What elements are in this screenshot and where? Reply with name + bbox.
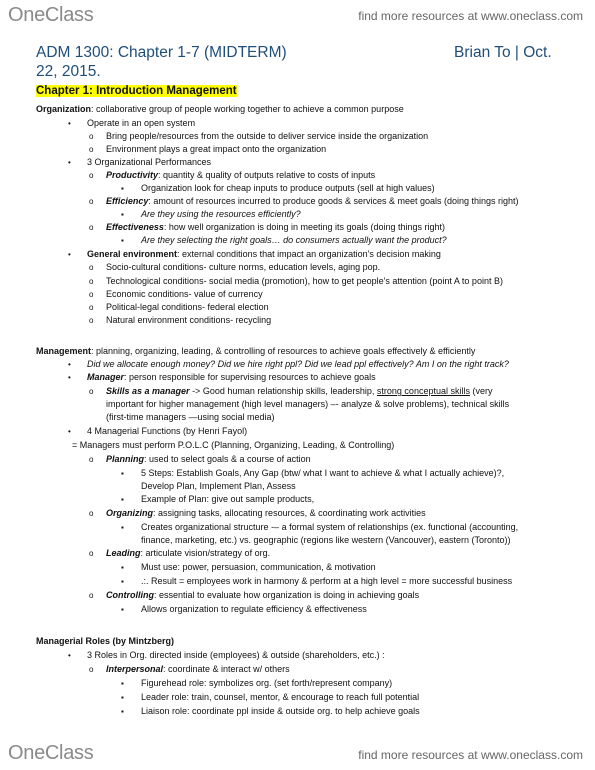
text-line: Controlling: essential to evaluate how organization is doing in achieving goals [106,590,420,600]
text-line: Skills as a manager -> Good human relationship skills, leadership, strong conceptual skills (very [106,386,493,396]
chapter-heading: Chapter 1: Introduction Management [36,85,237,97]
bullet-square: ▪ [121,563,124,572]
text-line: important for higher management (high level managers) –- analyze & solve problems), technical skills [106,399,510,409]
text-line: Are they using the resources efficiently? [141,209,301,219]
text-line: General environment: external conditions that impact an organization's decision making [87,249,441,259]
bullet-square: ▪ [121,707,124,716]
bullet-circle: o [89,303,94,312]
text-line: Political-legal conditions- federal election [106,302,269,312]
bullet-dot: • [68,119,71,128]
bullet-square: ▪ [121,469,124,478]
text-line: Management: planning, organizing, leading, & controlling of resources to achieve goals effectively & efficiently [36,346,476,356]
text-line: Technological conditions- social media (promotion), how to get people's attention (point A to point B) [106,276,503,286]
text-line: Efficiency: amount of resources incurred to produce goods & services & meet goals (doing things right) [106,196,519,206]
bullet-circle: o [89,277,94,286]
text-line: Are they selecting the right goals… do consumers actually want the product? [141,235,447,245]
document-title: ADM 1300: Chapter 1-7 (MIDTERM) [36,44,287,61]
bullet-square: ▪ [121,495,124,504]
bullet-dot: • [68,250,71,259]
bullet-circle: o [89,263,94,272]
bullet-square: ▪ [121,236,124,245]
text-line: Environment plays a great impact onto the organization [106,144,327,154]
bullet-square: ▪ [121,693,124,702]
text-line: Liaison role: coordinate ppl inside & outside org. to help achieve goals [141,706,420,716]
bullet-square: ▪ [121,679,124,688]
text-line: Creates organizational structure -– a formal system of relationships (ex. functional (accounting, [141,522,519,532]
text-line: .:. Result = employees work in harmony & perform at a high level = more successful business [141,576,513,586]
text-line: 3 Roles in Org. directed inside (employees) & outside (shareholders, etc.) : [87,650,385,660]
oneclass-logo[interactable]: OneClass [8,742,94,764]
text-line: Natural environment conditions- recycling [106,315,272,325]
bullet-dot: • [68,427,71,436]
bullet-circle: o [89,455,94,464]
bullet-dot: • [68,651,71,660]
bullet-square: ▪ [121,577,124,586]
bullet-square: ▪ [121,523,124,532]
text-line: Figurehead role: symbolizes org. (set forth/represent company) [141,678,393,688]
bullet-circle: o [89,591,94,600]
text-line: Planning: used to select goals & a course of action [106,454,311,464]
bullet-dot: • [68,373,71,382]
text-line: Organization: collaborative group of people working together to achieve a common purpose [36,104,404,114]
footer-tagline[interactable]: find more resources at www.oneclass.com [358,748,583,762]
text-line: Socio-cultural conditions- culture norms, education levels, aging pop. [106,262,381,272]
bullet-circle: o [89,223,94,232]
text-line: Must use: power, persuasion, communication, & motivation [141,562,376,572]
text-line: Economic conditions- value of currency [106,289,263,299]
text-line: (first-time managers —using social media) [106,412,275,422]
bullet-circle: o [89,290,94,299]
date-continuation: 22, 2015. [36,63,101,80]
text-line: finance, marketing, etc.) vs. geographic (regions like western (Vancouver), eastern (Toronto)) [141,535,511,545]
bullet-circle: o [89,387,94,396]
oneclass-logo[interactable]: OneClass [8,4,94,26]
bullet-circle: o [89,132,94,141]
text-line: Leading: articulate vision/strategy of org. [106,548,271,558]
text-line: Bring people/resources from the outside to deliver service inside the organization [106,131,429,141]
text-line: Manager: person responsible for supervising resources to achieve goals [87,372,376,382]
text-line: 5 Steps: Establish Goals, Any Gap (btw/ what I want to achieve & what I actually achieve)?, [141,468,505,478]
bullet-circle: o [89,549,94,558]
text-line: Did we allocate enough money? Did we hire right ppl? Did we lead ppl effectively? Am I on the right track? [87,359,509,369]
text-line: Interpersonal: coordinate & interact w/ others [106,664,290,674]
text-line: = Managers must perform P.O.L.C (Planning, Organizing, Leading, & Controlling) [72,440,395,450]
text-line: 4 Managerial Functions (by Henri Fayol) [87,426,248,436]
text-line: Allows organization to regulate efficiency & effectiveness [141,604,367,614]
text-line: Example of Plan: give out sample products, [141,494,315,504]
text-line: Operate in an open system [87,118,196,128]
text-line: Leader role: train, counsel, mentor, & encourage to reach full potential [141,692,420,702]
bullet-circle: o [89,509,94,518]
bullet-circle: o [89,171,94,180]
bullet-circle: o [89,145,94,154]
text-line: Organizing: assigning tasks, allocating resources, & coordinating work activities [106,508,426,518]
text-line: Effectiveness: how well organization is doing in meeting its goals (doing things right) [106,222,446,232]
bullet-circle: o [89,316,94,325]
section-heading: Managerial Roles (by Mintzberg) [36,636,175,646]
text-line: Productivity: quantity & quality of outputs relative to costs of inputs [106,170,376,180]
page-header [0,0,595,32]
bullet-dot: • [68,158,71,167]
bullet-square: ▪ [121,605,124,614]
bullet-circle: o [89,197,94,206]
bullet-square: ▪ [121,210,124,219]
header-tagline[interactable]: find more resources at www.oneclass.com [358,9,583,23]
bullet-circle: o [89,665,94,674]
text-line: 3 Organizational Performances [87,157,212,167]
text-line: Develop Plan, Implement Plan, Assess [141,481,296,491]
author-date: Brian To | Oct. [454,44,552,61]
page-footer [0,738,595,770]
bullet-dot: • [68,360,71,369]
text-line: Organization look for cheap inputs to produce outputs (sell at high values) [141,183,435,193]
bullet-square: ▪ [121,184,124,193]
